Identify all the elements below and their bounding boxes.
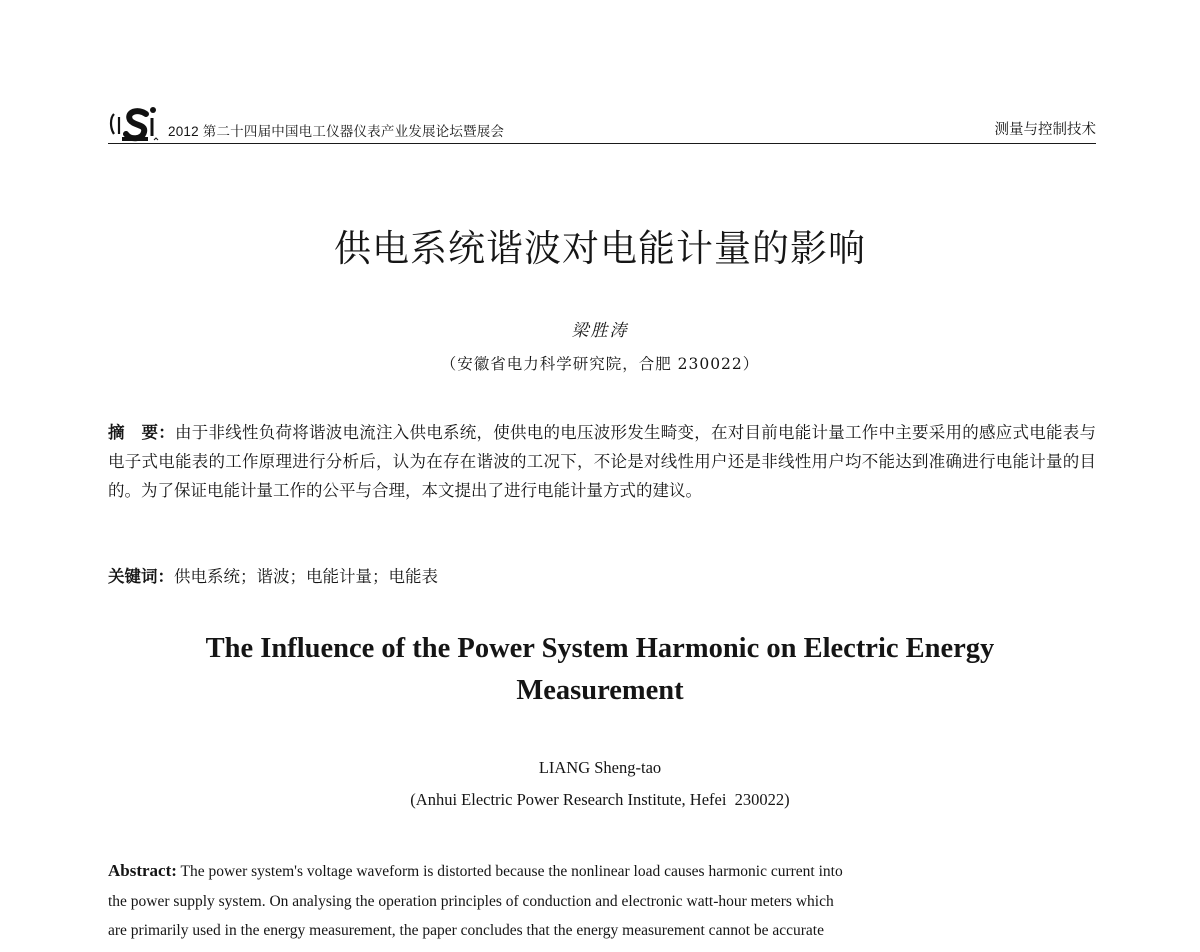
conference-logo-icon (108, 104, 164, 144)
abstract-en-label: Abstract: (108, 861, 177, 880)
abstract-en-text-1: The power system's voltage waveform is distorted because the nonlinear load causes harmonic current into (180, 863, 843, 880)
paper-title-cn: 供电系统谐波对电能计量的影响 (334, 227, 866, 270)
keywords-cn (108, 562, 1096, 591)
abstract-en-line (108, 856, 1096, 887)
conference-title: 2012 第二十四届中国电工仪器仪表产业发展论坛暨展会 (168, 124, 505, 139)
abstract-cn (108, 418, 1096, 505)
abstract-en (108, 856, 1096, 946)
paper-title-en: The Influence of the Power System Harmonic on Electric Energy Measurement (205, 633, 995, 706)
keywords-cn-text: 供电系统；谐波；电能计量；电能表 (174, 567, 438, 586)
section-name: 测量与控制技术 (994, 122, 1096, 138)
abstract-cn-text: 由于非线性负荷将谐波电流注入供电系统，使供电的电压波形发生畸变，在对目前电能计量工作中主要采用的感应式电能表与电子式电能表的工作原理进行分析后，认为在存在谐波的工况下，不论是对线性用户还是非线性用户均不能达到准确进行电能计量的目的。为了保证电能计量工作的公平与合理，本文提出了进行电能计量方式的建议。 (108, 423, 1096, 500)
header-divider (108, 143, 1096, 144)
abstract-en-text-3: are primarily used in the energy measurement, the paper concludes that the energy measurement cannot be accurate (108, 922, 824, 939)
abstract-en-text-2: the power supply system. On analysing the operation principles of conduction and electronic watt-hour meters which (108, 892, 834, 910)
abstract-cn-label: 摘 要： (108, 423, 175, 442)
keywords-cn-label: 关键词： (108, 567, 174, 586)
affiliation-en: (Anhui Electric Power Research Institute, Hefei 230022) (410, 790, 790, 809)
running-header (108, 104, 1096, 152)
author-cn: 梁胜涛 (571, 321, 629, 341)
author-en: LIANG Sheng-tao (538, 758, 662, 777)
affiliation-cn: （安徽省电力科学研究院，合肥 230022） (440, 355, 760, 373)
